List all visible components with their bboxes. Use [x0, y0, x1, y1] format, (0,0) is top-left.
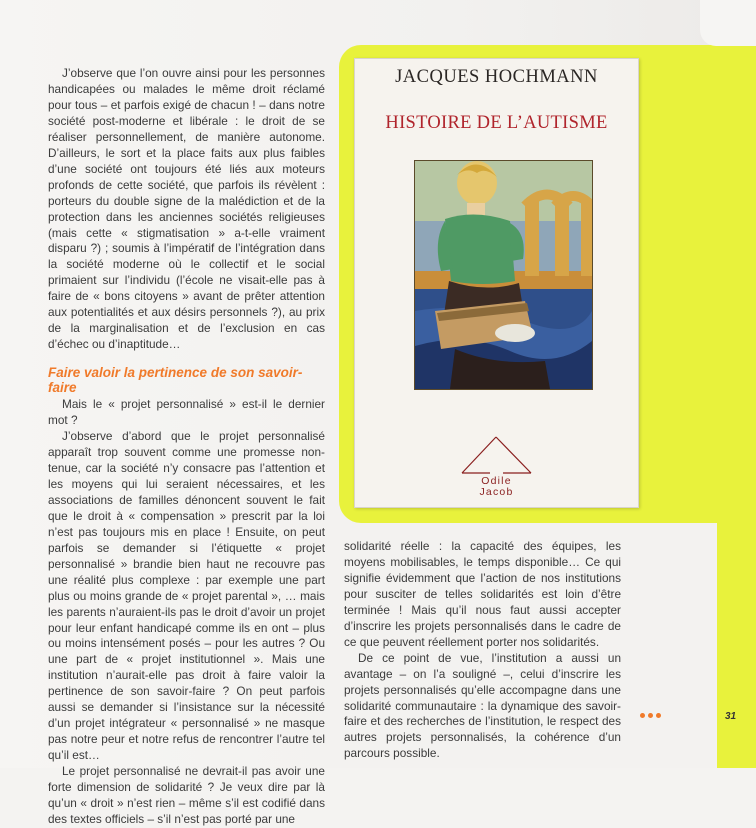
yellow-side-strip: [717, 48, 756, 768]
publisher-logo: [355, 435, 638, 499]
cover-painting-illustration: [415, 161, 592, 389]
page-corner-notch: [700, 0, 756, 46]
book-author: JACQUES HOCHMANN: [395, 67, 598, 87]
left-text-column: [48, 66, 325, 828]
publisher-name-line2: Jacob: [479, 486, 514, 498]
dot-icon: [656, 713, 661, 718]
right-paragraph-2: De ce point de vue, l’institution a aussi un avantage – on l’a souligné –, celui d’inscrire les projets personnalisés qu’elle accompagne dans une solidarité communautaire : la dynamique des savoir-faire et des recherches de l’institution, le respect des autres projets personnalisés, la cohérence d’un parcours possible.: [344, 650, 621, 761]
right-text-column: [344, 539, 621, 762]
publisher-name-line1: Odile: [481, 475, 512, 487]
decorative-dots: [640, 713, 661, 718]
left-paragraph-2: Mais le « projet personnalisé » est-il le dernier mot ?: [48, 397, 325, 428]
dot-icon: [648, 713, 653, 718]
page-number: 31: [725, 711, 737, 722]
left-paragraph-3: J’observe d’abord que le projet personnalisé apparaît trop souvent comme une promesse non-tenue, car la société n’y consacre pas l’attention et les moyens qui lui seraient nécessaires, et les associations de familles dénoncent souvent le fait que le droit à « compensation » prescrit par la loi n’est pas toujours mis en place ! Ensuite, on peut parfois se demander si l’étiquette « projet personnalisé » brandie bien haut ne recouvre pas une réalité plus complexe : par exemple une part plus ou moins grande de « projet parental », … mais les parents n’auraient-ils pas le droit d’avoir un projet pour leur enfant handicapé comme ils en ont – plus ou moins intensément posés – pour les autres ? Ou une part de « projet institutionnel ». Mais une institution n’aurait-elle pas droit à faire valoir la pertinence de son savoir-faire ? On peut parfois aussi se demander si l’insistance sur la nécessité d’un projet intégrateur « personnalisé » ne masque pas notre peur et notre refus de rencontrer l’autre tel qu’il est…: [48, 429, 325, 763]
cover-painting: [414, 160, 593, 390]
triangle-logo-icon: [460, 435, 533, 475]
section-heading: Faire valoir la pertinence de son savoir-faire: [48, 365, 303, 396]
dot-icon: [640, 713, 645, 718]
right-paragraph-1: solidarité réelle : la capacité des équipes, les moyens mobilisables, le temps disponible… Ce qui signifie évidemment que l’action de nos institutions pour susciter de telles solidarités est loin d’être terminée ! Mais qu’il nous faut aussi accepter d’inscrire les projets personnalisés dans le cadre de ce que peuvent réellement porter nos solidarités.: [344, 539, 621, 649]
book-cover: [354, 58, 639, 508]
book-title: HISTOIRE DE L’AUTISME: [385, 113, 608, 133]
left-paragraph-1: J’observe que l’on ouvre ainsi pour les personnes handicapées ou malades le même droit réclamé pour tous – et parfois exigé de chacun ! – dans notre société post-moderne et libérale : le droit de se réaliser personnellement, de manière autonome. D’ailleurs, le sort et la place faits aux plus faibles d’une société ont toujours été liés aux moteurs profonds de cette société, que parfois ils révèlent : porteurs du double signe de la malédiction et de la protection dans les anciennes sociétés religieuses (mais cette « stigmatisation » a-t-elle vraiment disparu ?) ; soumis à l’impératif de l’intégration dans la société moderne où le collectif et le social primaient sur l’individu (l’école ne visait-elle pas à faire de « bons citoyens » avant de prêter attention aux potentialités et aux désirs personnels ?), au prix de la marginalisation et de l’exclusion en cas d’échec ou d’inaptitude…: [48, 66, 325, 352]
left-paragraph-4: Le projet personnalisé ne devrait-il pas avoir une forte dimension de solidarité ? Je veux dire par là qu’un « droit » n’est rien – même s’il est codifié dans des textes officiels – s’il n’est pas porté par une: [48, 764, 325, 826]
